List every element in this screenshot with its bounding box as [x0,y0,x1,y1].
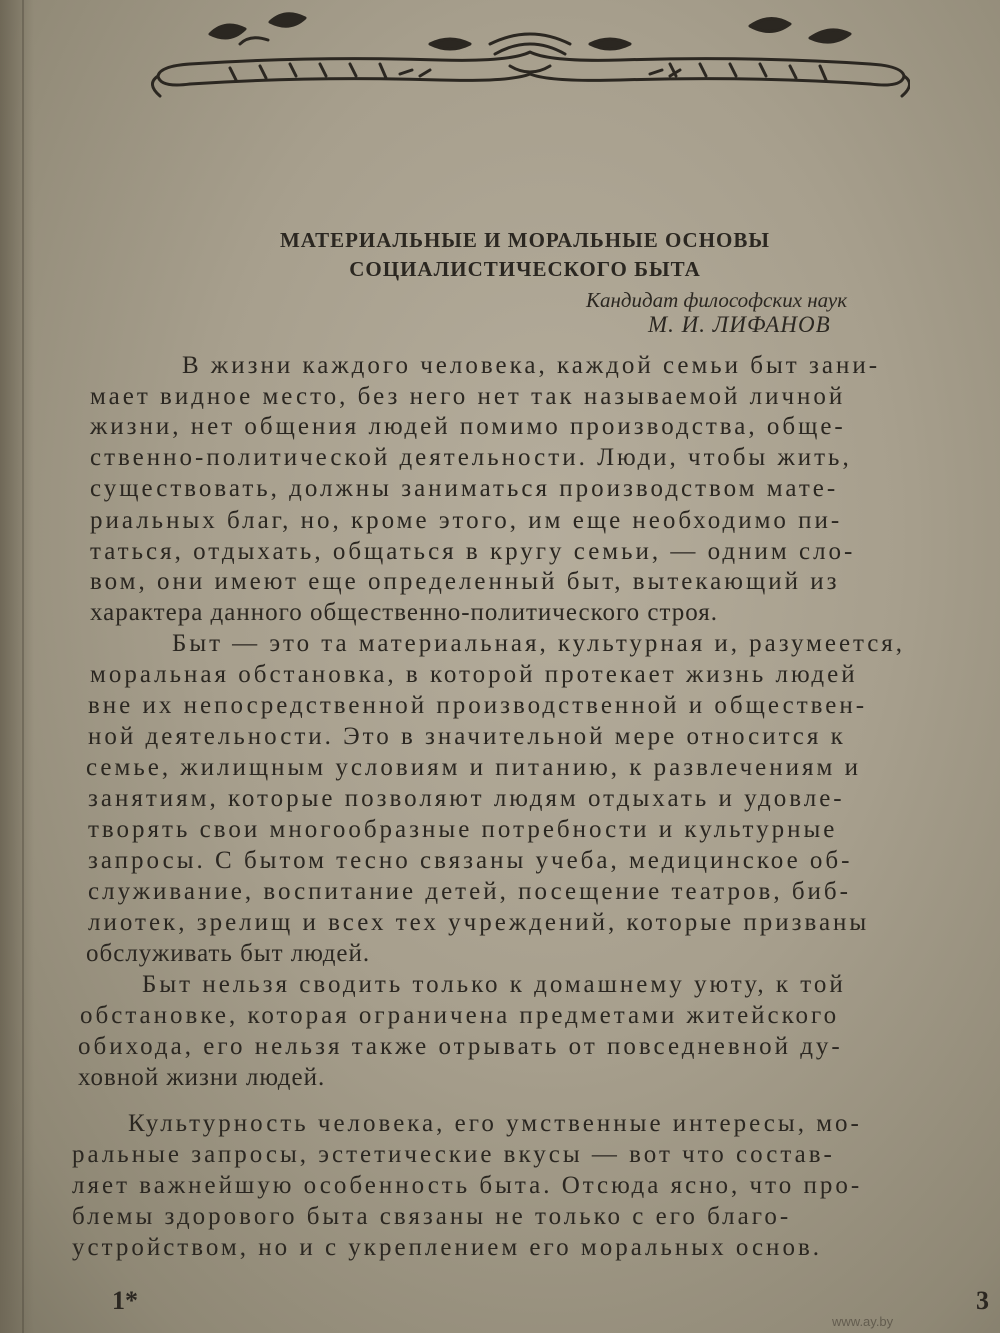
title-line-1: МАТЕРИАЛЬНЫЕ И МОРАЛЬНЫЕ ОСНОВЫ [279,228,771,252]
text-line: вне их непосредственной производственной и обществен- [88,692,868,719]
text-line: жизни, нет общения людей помимо производства, обще- [90,413,846,440]
text-line: обихода, его нельзя также отрывать от повседневной ду- [78,1033,843,1060]
text-line: характера данного общественно-политического строя. [90,599,719,626]
text-line: устройством, но и с укреплением его моральных основ. [72,1234,822,1261]
ribbon-ornament-icon [150,4,910,104]
text-line: Быт — это та материальная, культурная и, разумеется, [172,630,905,657]
text-line: семье, жилищным условиям и питанию, к развлечениям и [86,754,861,781]
text-line: вом, они имеют еще определенный быт, вытекающий из [90,568,840,595]
text-line: обслуживать быт людей. [86,940,371,967]
text-line: таться, отдыхать, общаться в кругу семьи, — одним сло- [90,538,856,565]
text-line: лиотек, зрелищ и всех тех учреждений, которые призваны [88,909,870,936]
text-line: моральная обстановка, в которой протекает жизнь людей [90,661,858,688]
page-edge-shadow [0,0,34,1333]
author-degree: Кандидат философских наук [586,288,848,312]
text-line: творять свои многообразные потребности и культурные [88,816,838,843]
text-line: ховной жизни людей. [78,1064,326,1091]
text-line: Быт нельзя сводить только к домашнему уюту, к той [142,971,846,998]
author-name: М. И. ЛИФАНОВ [648,312,831,337]
text-line: Культурность человека, его умственные интересы, мо- [128,1110,862,1137]
page-number: 3 [976,1286,989,1315]
text-line: блемы здорового быта связаны не только с его благо- [72,1203,792,1230]
text-line: существовать, должны заниматься производством мате- [90,475,839,502]
article-title [100,226,950,284]
text-line: ляет важнейшую особенность быта. Отсюда ясно, что про- [72,1172,863,1199]
text-line: занятиям, которые позволяют людям отдыхать и удовле- [88,785,845,812]
text-line: запросы. С бытом тесно связаны учеба, медицинское об- [88,847,853,874]
title-line-2: СОЦИАЛИСТИЧЕСКОГО БЫТА [349,257,701,281]
text-line: мает видное место, без него нет так называемой личной [90,383,846,410]
watermark: www.ay.by [832,1314,894,1329]
text-line: В жизни каждого человека, каждой семьи быт зани- [182,352,881,379]
text-line: служивание, воспитание детей, посещение театров, биб- [88,878,851,905]
page-fold-line [22,0,24,1333]
text-line: ственно-политической деятельности. Люди, чтобы жить, [90,444,852,471]
signature-mark: 1* [112,1286,138,1315]
text-line: ной деятельности. Это в значительной мере относится к [88,723,846,750]
text-line: обстановке, которая ограничена предметами житейского [80,1002,840,1029]
text-line: ральные запросы, эстетические вкусы — вот что состав- [72,1141,835,1168]
text-line: риальных благ, но, кроме этого, им еще необходимо пи- [90,507,843,534]
